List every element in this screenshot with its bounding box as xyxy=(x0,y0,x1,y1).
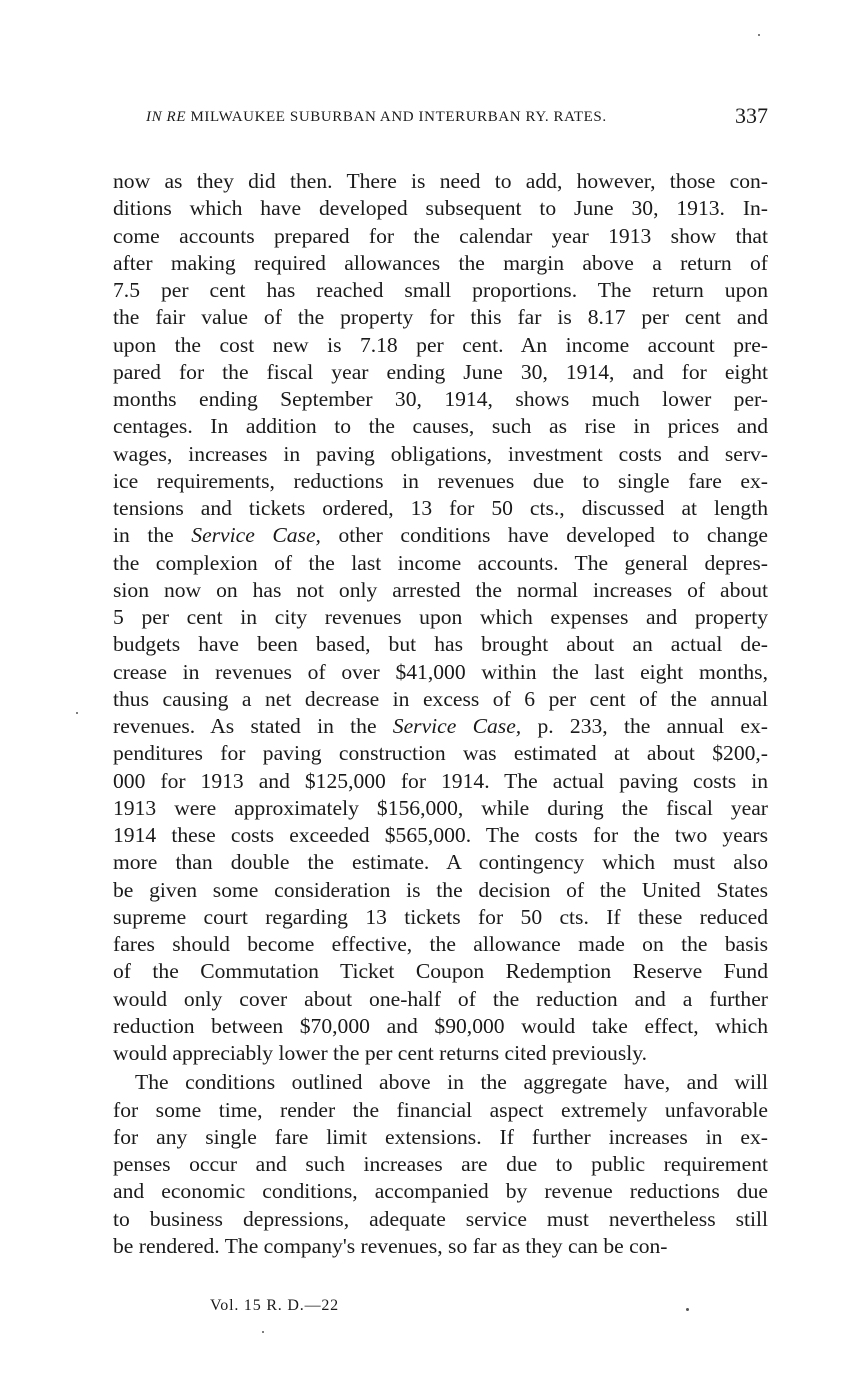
paragraph xyxy=(113,168,768,1067)
text-run: 1913 were approximately $156,000, while during the fiscal year xyxy=(113,795,768,820)
text-run: sion now on has not only arrested the normal increases of about xyxy=(113,577,768,602)
page-number: 337 xyxy=(735,103,768,128)
text-line xyxy=(113,386,768,413)
text-run: come accounts prepared for the calendar year 1913 show that xyxy=(113,223,768,248)
text-line xyxy=(113,1124,768,1151)
text-run: thus causing a net decrease in excess of 6 per cent of the annual xyxy=(113,686,768,711)
text-run: for any single fare limit extensions. If further increases in ex- xyxy=(113,1124,768,1149)
text-run: tensions and tickets ordered, 13 for 50 cts., discussed at length xyxy=(113,496,768,520)
text-line xyxy=(113,986,768,1013)
text-run: be rendered. The company's revenues, so far as they can be con- xyxy=(113,1233,668,1258)
text-line xyxy=(113,277,768,304)
print-speck xyxy=(758,34,760,36)
text-line xyxy=(113,1178,768,1205)
text-run: fares should become effective, the allowance made on the basis xyxy=(113,932,768,956)
text-line xyxy=(113,849,768,876)
text-run: and economic conditions, accompanied by revenue reductions due xyxy=(113,1179,768,1204)
text-line xyxy=(113,223,768,250)
text-run: would appreciably lower the per cent returns cited previously. xyxy=(113,1041,648,1065)
text-run: The conditions outlined above in the aggregate have, and will xyxy=(135,1070,768,1095)
text-run: pared for the fiscal year ending June 30, 1914, and for eight xyxy=(113,359,768,384)
text-line xyxy=(113,1069,768,1096)
italic-case-name: Service Case, xyxy=(191,523,321,548)
text-line xyxy=(113,795,768,822)
text-line xyxy=(113,468,768,495)
text-run: centages. In addition to the causes, such as rise in prices and xyxy=(113,414,768,439)
print-speck xyxy=(76,712,78,714)
text-run: more than double the estimate. A contingency which must also xyxy=(113,850,768,875)
text-run: crease in revenues of over $41,000 within the last eight months, xyxy=(113,659,768,684)
text-line xyxy=(113,686,768,713)
text-line xyxy=(113,1206,768,1233)
text-run: revenues. As stated in the xyxy=(113,714,393,738)
paragraph xyxy=(113,1069,768,1260)
text-line xyxy=(113,332,768,359)
text-run: in the xyxy=(113,523,192,548)
text-line xyxy=(113,659,768,686)
text-line xyxy=(113,931,768,958)
text-run: 000 for 1913 and $125,000 for 1914. The actual paving costs in xyxy=(113,768,768,793)
text-line xyxy=(113,1013,768,1040)
text-line xyxy=(113,1233,768,1260)
body-text xyxy=(113,168,768,1260)
text-line xyxy=(113,604,768,631)
text-line xyxy=(113,304,768,331)
text-run: the complexion of the last income accounts. The general depres- xyxy=(113,550,768,575)
text-run: would only cover about one-half of the reduction and a further xyxy=(113,986,768,1011)
text-run: months ending September 30, 1914, shows much lower per- xyxy=(113,387,768,411)
text-run: to business depressions, adequate service must nevertheless still xyxy=(113,1206,768,1231)
print-speck xyxy=(262,1331,264,1333)
text-run: after making required allowances the margin above a return of xyxy=(113,250,768,275)
running-head-case-prefix: IN RE xyxy=(146,109,187,125)
text-line xyxy=(113,958,768,985)
text-run: 1914 these costs exceeded $565,000. The costs for the two years xyxy=(113,823,768,847)
print-speck xyxy=(686,1308,689,1311)
text-line xyxy=(113,877,768,904)
text-line xyxy=(113,495,768,522)
text-line xyxy=(113,522,768,549)
text-run: ice requirements, reductions in revenues due to single fare ex- xyxy=(113,468,768,493)
text-run: be given some consideration is the decision of the United States xyxy=(113,877,768,902)
text-line xyxy=(113,740,768,767)
text-line xyxy=(113,1040,768,1067)
text-run: the fair value of the property for this far is 8.17 per cent and xyxy=(113,305,768,330)
text-run: other conditions have developed to change xyxy=(320,523,768,548)
text-run: p. 233, the annual ex- xyxy=(521,714,768,738)
text-run: supreme court regarding 13 tickets for 50 cts. If these reduced xyxy=(113,904,768,929)
text-run: now as they did then. There is need to add, however, those con- xyxy=(113,169,768,193)
text-line xyxy=(113,441,768,468)
signature-mark: Vol. 15 R. D.—22 xyxy=(210,1297,339,1314)
text-run: of the Commutation Ticket Coupon Redemption Reserve Fund xyxy=(113,959,768,984)
running-head xyxy=(146,103,768,139)
text-line xyxy=(113,768,768,795)
text-run: upon the cost new is 7.18 per cent. An income account pre- xyxy=(113,332,768,357)
text-run: budgets have been based, but has brought about an actual de- xyxy=(113,632,768,657)
text-line xyxy=(113,359,768,386)
running-head-title: MILWAUKEE SUBURBAN AND INTERURBAN RY. RATES. xyxy=(190,109,607,125)
text-line xyxy=(113,1097,768,1124)
text-run: 7.5 per cent has reached small proportions. The return upon xyxy=(113,278,768,302)
text-run: 5 per cent in city revenues upon which expenses and property xyxy=(113,605,768,629)
text-run: for some time, render the financial aspect extremely unfavorable xyxy=(113,1097,768,1122)
text-run: reduction between $70,000 and $90,000 would take effect, which xyxy=(113,1013,768,1038)
italic-case-name: Service Case, xyxy=(392,714,522,738)
text-run: penditures for paving construction was estimated at about $200,- xyxy=(113,741,768,766)
text-line xyxy=(113,822,768,849)
text-run: ditions which have developed subsequent to June 30, 1913. In- xyxy=(113,196,768,221)
text-line xyxy=(113,904,768,931)
text-line xyxy=(113,550,768,577)
text-run: wages, increases in paving obligations, investment costs and serv- xyxy=(113,441,768,466)
text-line xyxy=(113,713,768,740)
text-line xyxy=(113,195,768,222)
text-line xyxy=(113,631,768,658)
text-line xyxy=(113,577,768,604)
text-line xyxy=(113,168,768,195)
text-line xyxy=(113,1151,768,1178)
text-run: penses occur and such increases are due to public requirement xyxy=(113,1152,768,1176)
text-line xyxy=(113,413,768,440)
text-line xyxy=(113,250,768,277)
